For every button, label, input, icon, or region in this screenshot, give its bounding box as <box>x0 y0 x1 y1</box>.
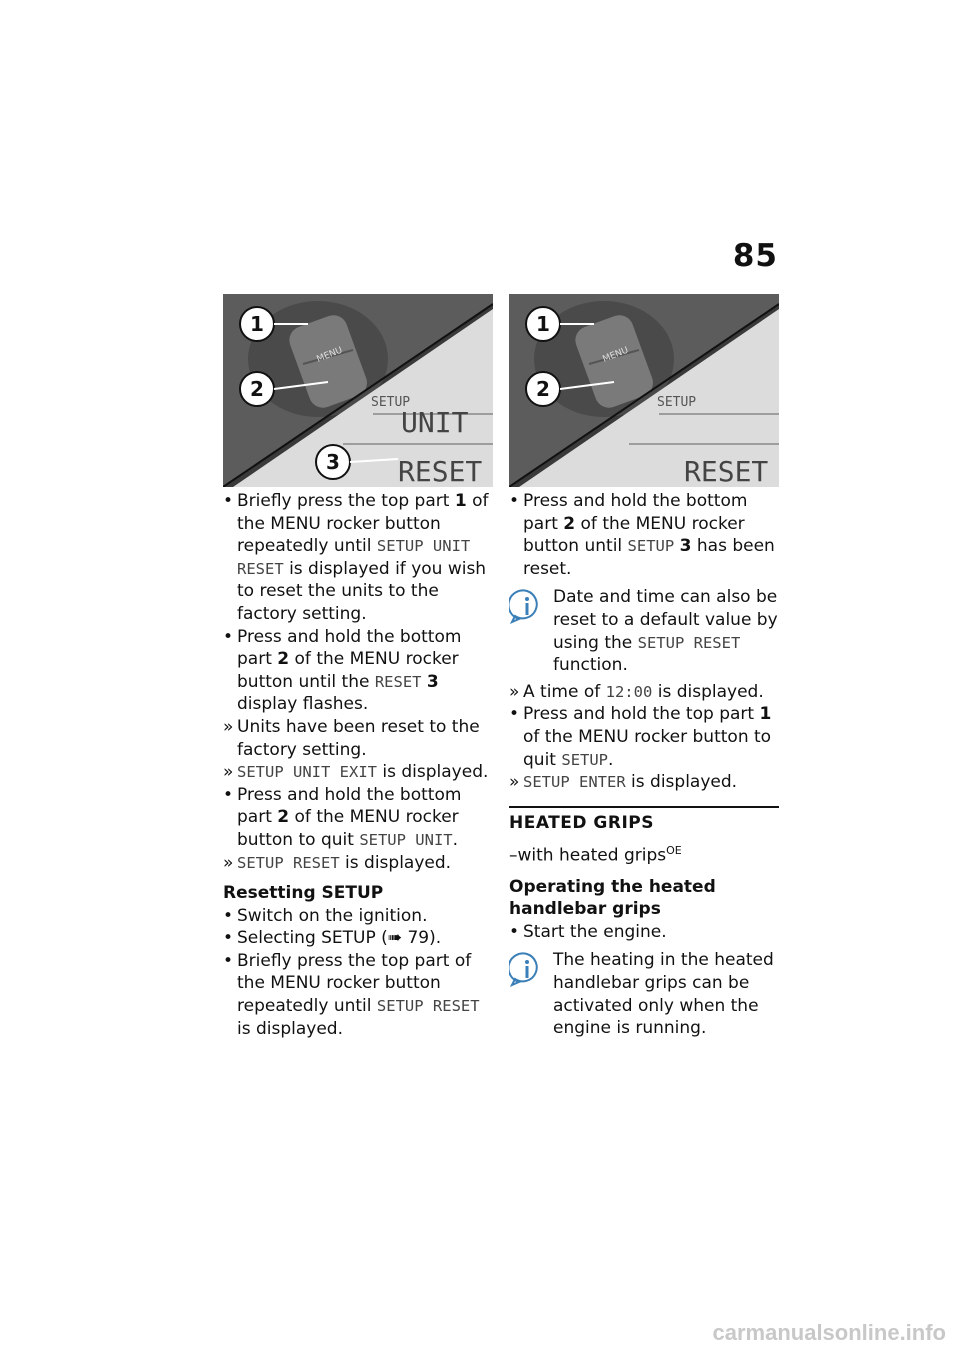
callout-2 <box>526 372 560 406</box>
bullet-icon: • <box>509 704 520 725</box>
bullet-icon: • <box>223 491 234 511</box>
result-item: » Units have been reset to the factory setting. <box>223 716 480 760</box>
lcd-line-reset: RESET <box>684 455 769 487</box>
bullet-icon: • <box>223 784 234 805</box>
result-item: » A time of 12:00 is displayed. <box>509 681 764 702</box>
lcd-line-unit: UNIT <box>401 406 469 439</box>
step-item: • Press and hold the bottom part 2 of the MENU rocker button until SETUP 3 has been reset. <box>509 491 775 579</box>
figure-menu-rocker-setup-unit <box>223 294 493 487</box>
page-number: 85 <box>732 238 778 274</box>
svg-text:2: 2 <box>250 377 264 401</box>
result-item: » SETUP RESET is displayed. <box>223 852 452 873</box>
section-divider <box>509 806 779 835</box>
result-arrow-icon: » <box>223 716 234 737</box>
bullet-icon: • <box>223 950 234 971</box>
result-arrow-icon: » <box>223 762 234 783</box>
result-arrow-icon: » <box>509 681 520 702</box>
lcd-line-setup: SETUP <box>371 395 411 410</box>
svg-text:3: 3 <box>326 450 340 474</box>
bullet-icon: • <box>509 491 520 511</box>
info-note: Date and time can also be reset to a default value by using the SETUP RESET function. <box>509 586 779 676</box>
svg-text:2: 2 <box>536 377 550 401</box>
figure-menu-rocker-setup-reset <box>509 294 779 487</box>
step-item: • Selecting SETUP (➠ 79). <box>223 928 442 949</box>
section-title-heated-grips: HEATED GRIPS <box>509 812 654 833</box>
info-note: The heating in the heated handlebar grips can be activated only when the engine is running. <box>509 949 779 1039</box>
step-item: • Briefly press the top part of the MENU rocker button repeatedly until SETUP RESET is displayed. <box>223 950 480 1039</box>
bullet-icon: • <box>223 928 234 949</box>
menu-button-label: MENU <box>315 345 344 365</box>
step-item: • Switch on the ignition. <box>223 905 428 926</box>
right-column <box>509 490 779 1044</box>
page-reference-arrow-icon: ➠ <box>387 928 408 949</box>
subheading-resetting-setup: Resetting SETUP <box>223 883 384 904</box>
step-item: • Press and hold the top part 1 of the MENU rocker button to quit SETUP. <box>509 704 772 770</box>
result-arrow-icon: » <box>509 772 520 793</box>
left-column <box>223 490 493 1040</box>
step-item: • Press and hold the bottom part 2 of the MENU rocker button to quit SETUP UNIT. <box>223 784 462 850</box>
svg-text:1: 1 <box>250 312 264 336</box>
bullet-icon: • <box>509 921 520 942</box>
result-item: » SETUP UNIT EXIT is displayed. <box>223 762 489 783</box>
subheading-operating-heated-grips: Operating the heated handlebar grips <box>509 876 716 920</box>
step-item: • Start the engine. <box>509 921 667 942</box>
oe-superscript: OE <box>666 844 682 858</box>
result-arrow-icon: » <box>223 852 234 873</box>
lcd-line-reset: RESET <box>398 455 483 487</box>
page-reference-link[interactable]: 79 <box>407 928 430 949</box>
callout-1 <box>240 307 274 341</box>
menu-button-label: MENU <box>601 345 630 365</box>
step-item: • Briefly press the top part 1 of the MENU rocker button repeatedly until SETUP UNIT RESET is displayed if you wish to reset the units to the factory setting. <box>223 491 489 624</box>
bullet-icon: • <box>223 626 234 647</box>
callout-2 <box>240 372 274 406</box>
info-icon <box>509 588 545 624</box>
bullet-icon: • <box>223 905 234 926</box>
step-item: • Press and hold the bottom part 2 of the MENU rocker button until the RESET 3 display flashes. <box>223 626 462 715</box>
result-item: » SETUP ENTER is displayed. <box>509 772 738 793</box>
callout-1 <box>526 307 560 341</box>
lcd-line-setup: SETUP <box>657 395 697 410</box>
optional-equipment-note: –with heated grips$^{OE}$ <box>509 844 682 866</box>
svg-text:1: 1 <box>536 312 550 336</box>
watermark-footer: carmanualsonline.info <box>712 1320 946 1345</box>
callout-3 <box>316 445 350 479</box>
info-icon <box>509 951 545 987</box>
